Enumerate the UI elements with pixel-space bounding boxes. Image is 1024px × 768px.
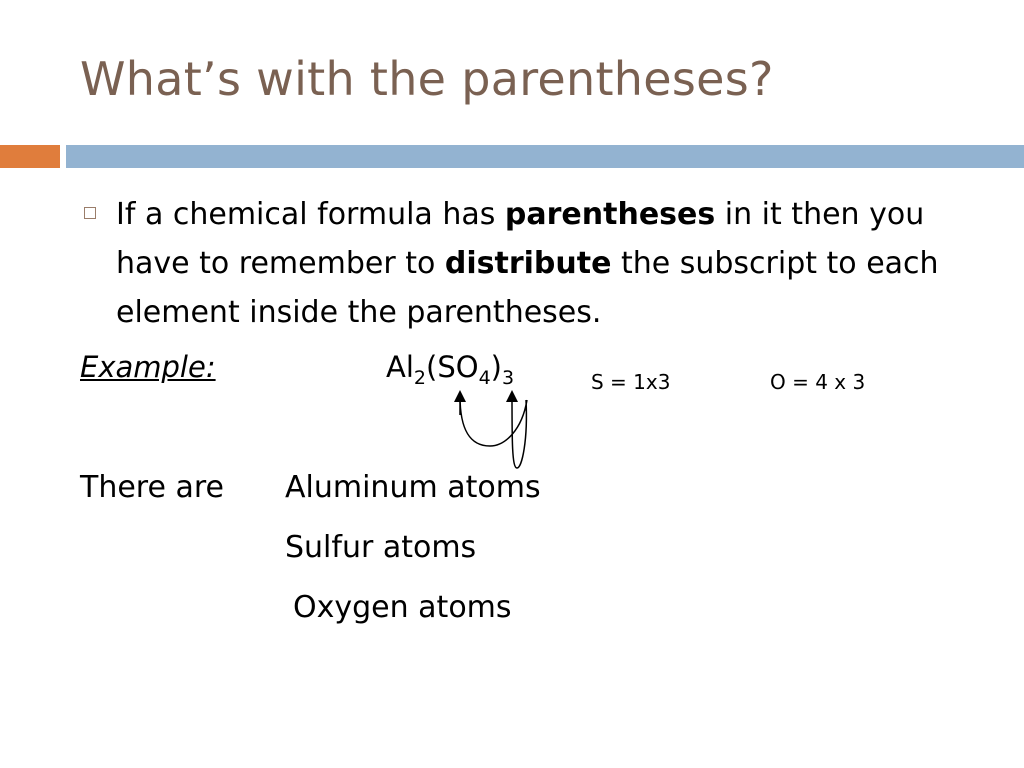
slide-title: What’s with the parentheses? bbox=[80, 52, 774, 106]
oxygen-calculation: O = 4 x 3 bbox=[770, 370, 866, 394]
arrow-to-oxygen bbox=[460, 396, 527, 446]
formula-outer-subscript: 3 bbox=[501, 367, 515, 389]
oxygen-atoms: Oxygen atoms bbox=[293, 590, 512, 625]
bold-parentheses: parentheses bbox=[504, 197, 716, 232]
bullet-text-part-2: in it then you have to remember to bbox=[116, 197, 925, 281]
bold-distribute: distribute bbox=[444, 246, 612, 281]
there-are-label: There are bbox=[80, 470, 224, 505]
formula-close: ) bbox=[490, 350, 502, 384]
bullet-text-part-3: the subscript to each element inside the parentheses. bbox=[116, 246, 939, 330]
sulfur-calculation: S = 1x3 bbox=[591, 370, 671, 394]
sulfur-atoms: Sulfur atoms bbox=[285, 530, 477, 565]
formula-al-subscript: 2 bbox=[413, 367, 426, 389]
formula-so-subscript: 4 bbox=[478, 367, 491, 389]
example-label: Example: bbox=[80, 350, 216, 384]
bullet-text-part-1: If a chemical formula has bbox=[116, 197, 505, 232]
formula-so-open: (SO bbox=[426, 350, 479, 384]
aluminum-atoms: Aluminum atoms bbox=[285, 470, 541, 505]
formula-al: Al bbox=[386, 350, 414, 384]
